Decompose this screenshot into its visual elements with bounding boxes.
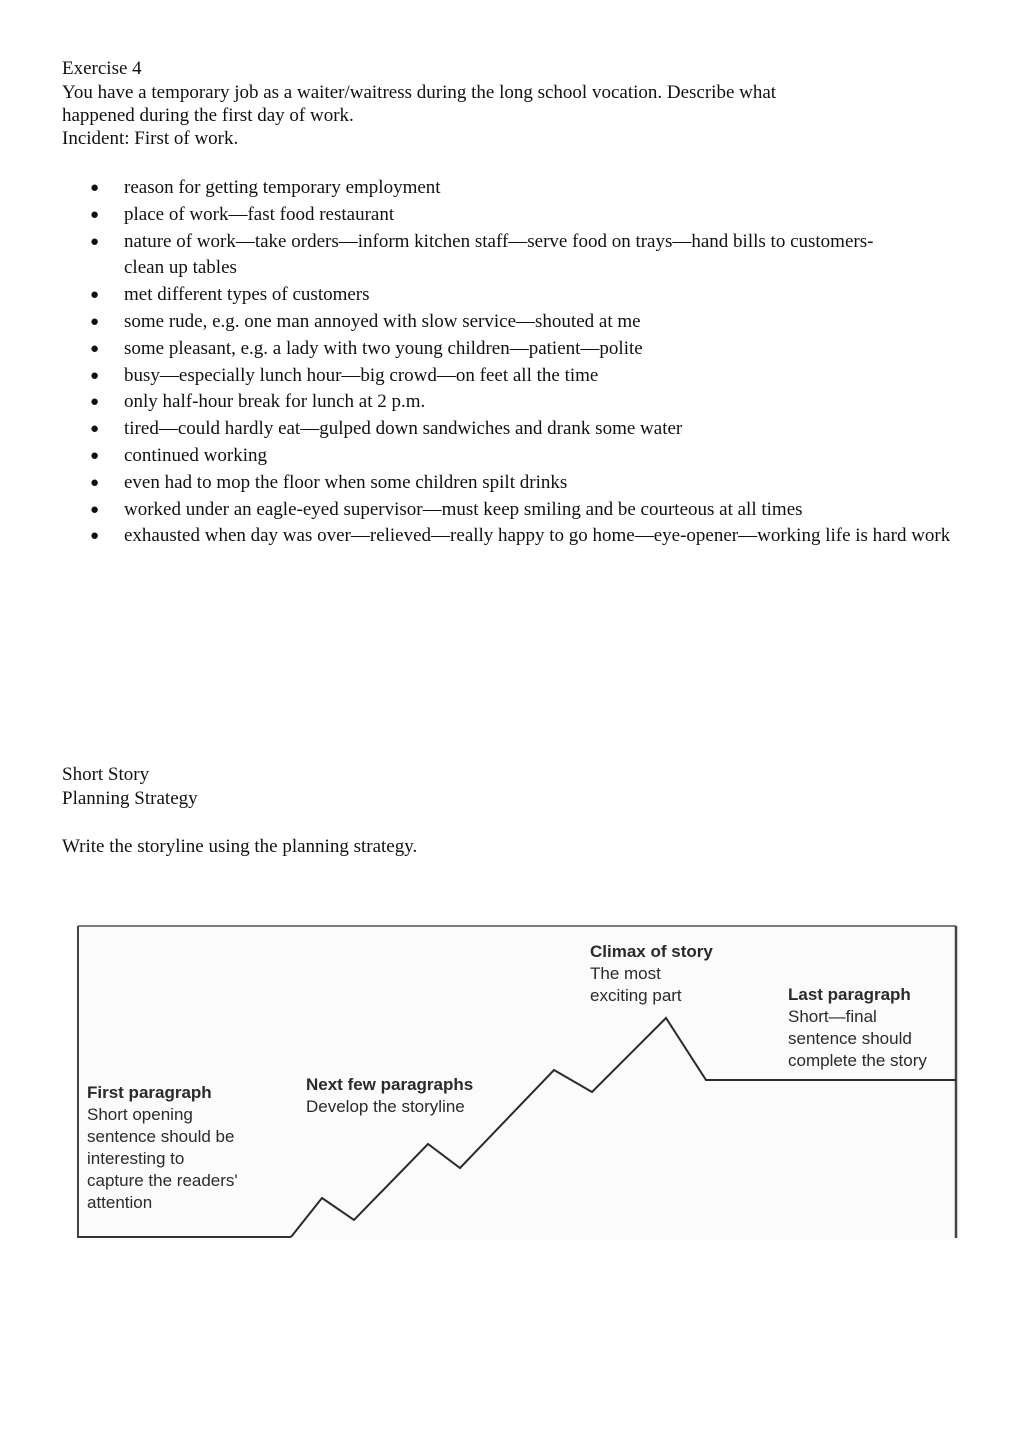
last-paragraph-line: sentence should — [788, 1029, 912, 1048]
last-paragraph-label — [788, 984, 927, 1072]
exercise-title: Exercise 4 — [62, 58, 142, 79]
list-item: ● met different types of customers — [90, 282, 950, 309]
list-item: ● some rude, e.g. one man annoyed with slow service—shouted at me — [90, 309, 950, 336]
bullet-icon: ● — [90, 206, 100, 223]
last-paragraph-line: Short—final — [788, 1007, 877, 1026]
first-paragraph-line: capture the readers' — [87, 1171, 238, 1190]
climax-heading: Climax of story — [590, 942, 713, 961]
list-item: ● reason for getting temporary employment — [90, 175, 950, 202]
next-paragraphs-line: Develop the storyline — [306, 1097, 465, 1116]
bullet-icon: ● — [90, 367, 100, 384]
list-item: ● worked under an eagle-eyed supervisor—must keep smiling and be courteous at all times — [90, 497, 950, 524]
last-paragraph-line: complete the story — [788, 1051, 927, 1070]
bullet-icon: ● — [90, 501, 100, 518]
bullet-icon: ● — [90, 233, 100, 250]
list-item: ● place of work—fast food restaurant — [90, 202, 950, 229]
list-item: ● nature of work—take orders—inform kitchen staff—serve food on trays—hand bills to customers- clean up tables — [90, 230, 874, 279]
bullet-icon: ● — [90, 340, 100, 357]
first-paragraph-line: interesting to — [87, 1149, 185, 1168]
list-item: ● exhausted when day was over—relieved—really happy to go home—eye-opener—working life is hard work — [90, 523, 950, 550]
bullet-icon: ● — [90, 394, 100, 411]
list-item: ● continued working — [90, 443, 950, 470]
bullet-icon: ● — [90, 421, 100, 438]
list-item: ● even had to mop the floor when some children spilt drinks — [90, 470, 950, 497]
bullet-icon: ● — [90, 447, 100, 464]
story-instruction: Write the storyline using the planning strategy. — [62, 836, 418, 857]
bullet-icon: ● — [90, 180, 100, 196]
planning-diagram — [76, 922, 960, 1240]
bullet-icon: ● — [90, 313, 100, 330]
list-item: ● only half-hour break for lunch at 2 p.m. — [90, 389, 950, 416]
list-item: ● some pleasant, e.g. a lady with two young children—patient—polite — [90, 336, 950, 363]
exercise-prompt-line-1: You have a temporary job as a waiter/waitress during the long school vocation. Describe what — [62, 82, 777, 103]
next-paragraphs-label — [306, 1074, 473, 1118]
story-title: Short Story — [62, 764, 150, 785]
climax-label — [590, 941, 713, 1007]
first-paragraph-heading: First paragraph — [87, 1083, 212, 1102]
list-item: ● tired—could hardly eat—gulped down sandwiches and drank some water — [90, 416, 950, 443]
first-paragraph-line: Short opening — [87, 1105, 193, 1124]
first-paragraph-label — [87, 1082, 238, 1214]
first-paragraph-line: attention — [87, 1193, 153, 1212]
bullet-icon: ● — [90, 528, 100, 545]
climax-line: exciting part — [590, 986, 682, 1005]
bullet-icon: ● — [90, 474, 100, 491]
bullet-icon: ● — [90, 287, 100, 304]
climax-line: The most — [590, 964, 661, 983]
last-paragraph-heading: Last paragraph — [788, 985, 911, 1004]
exercise-prompt-line-2: happened during the first day of work. — [62, 105, 354, 126]
list-item: ● busy—especially lunch hour—big crowd—on feet all the time — [90, 363, 950, 390]
first-paragraph-line: sentence should be — [87, 1127, 235, 1146]
story-subtitle: Planning Strategy — [62, 788, 198, 809]
points-list — [90, 175, 950, 550]
incident-line: Incident: First of work. — [62, 128, 239, 149]
next-paragraphs-heading: Next few paragraphs — [306, 1075, 474, 1094]
